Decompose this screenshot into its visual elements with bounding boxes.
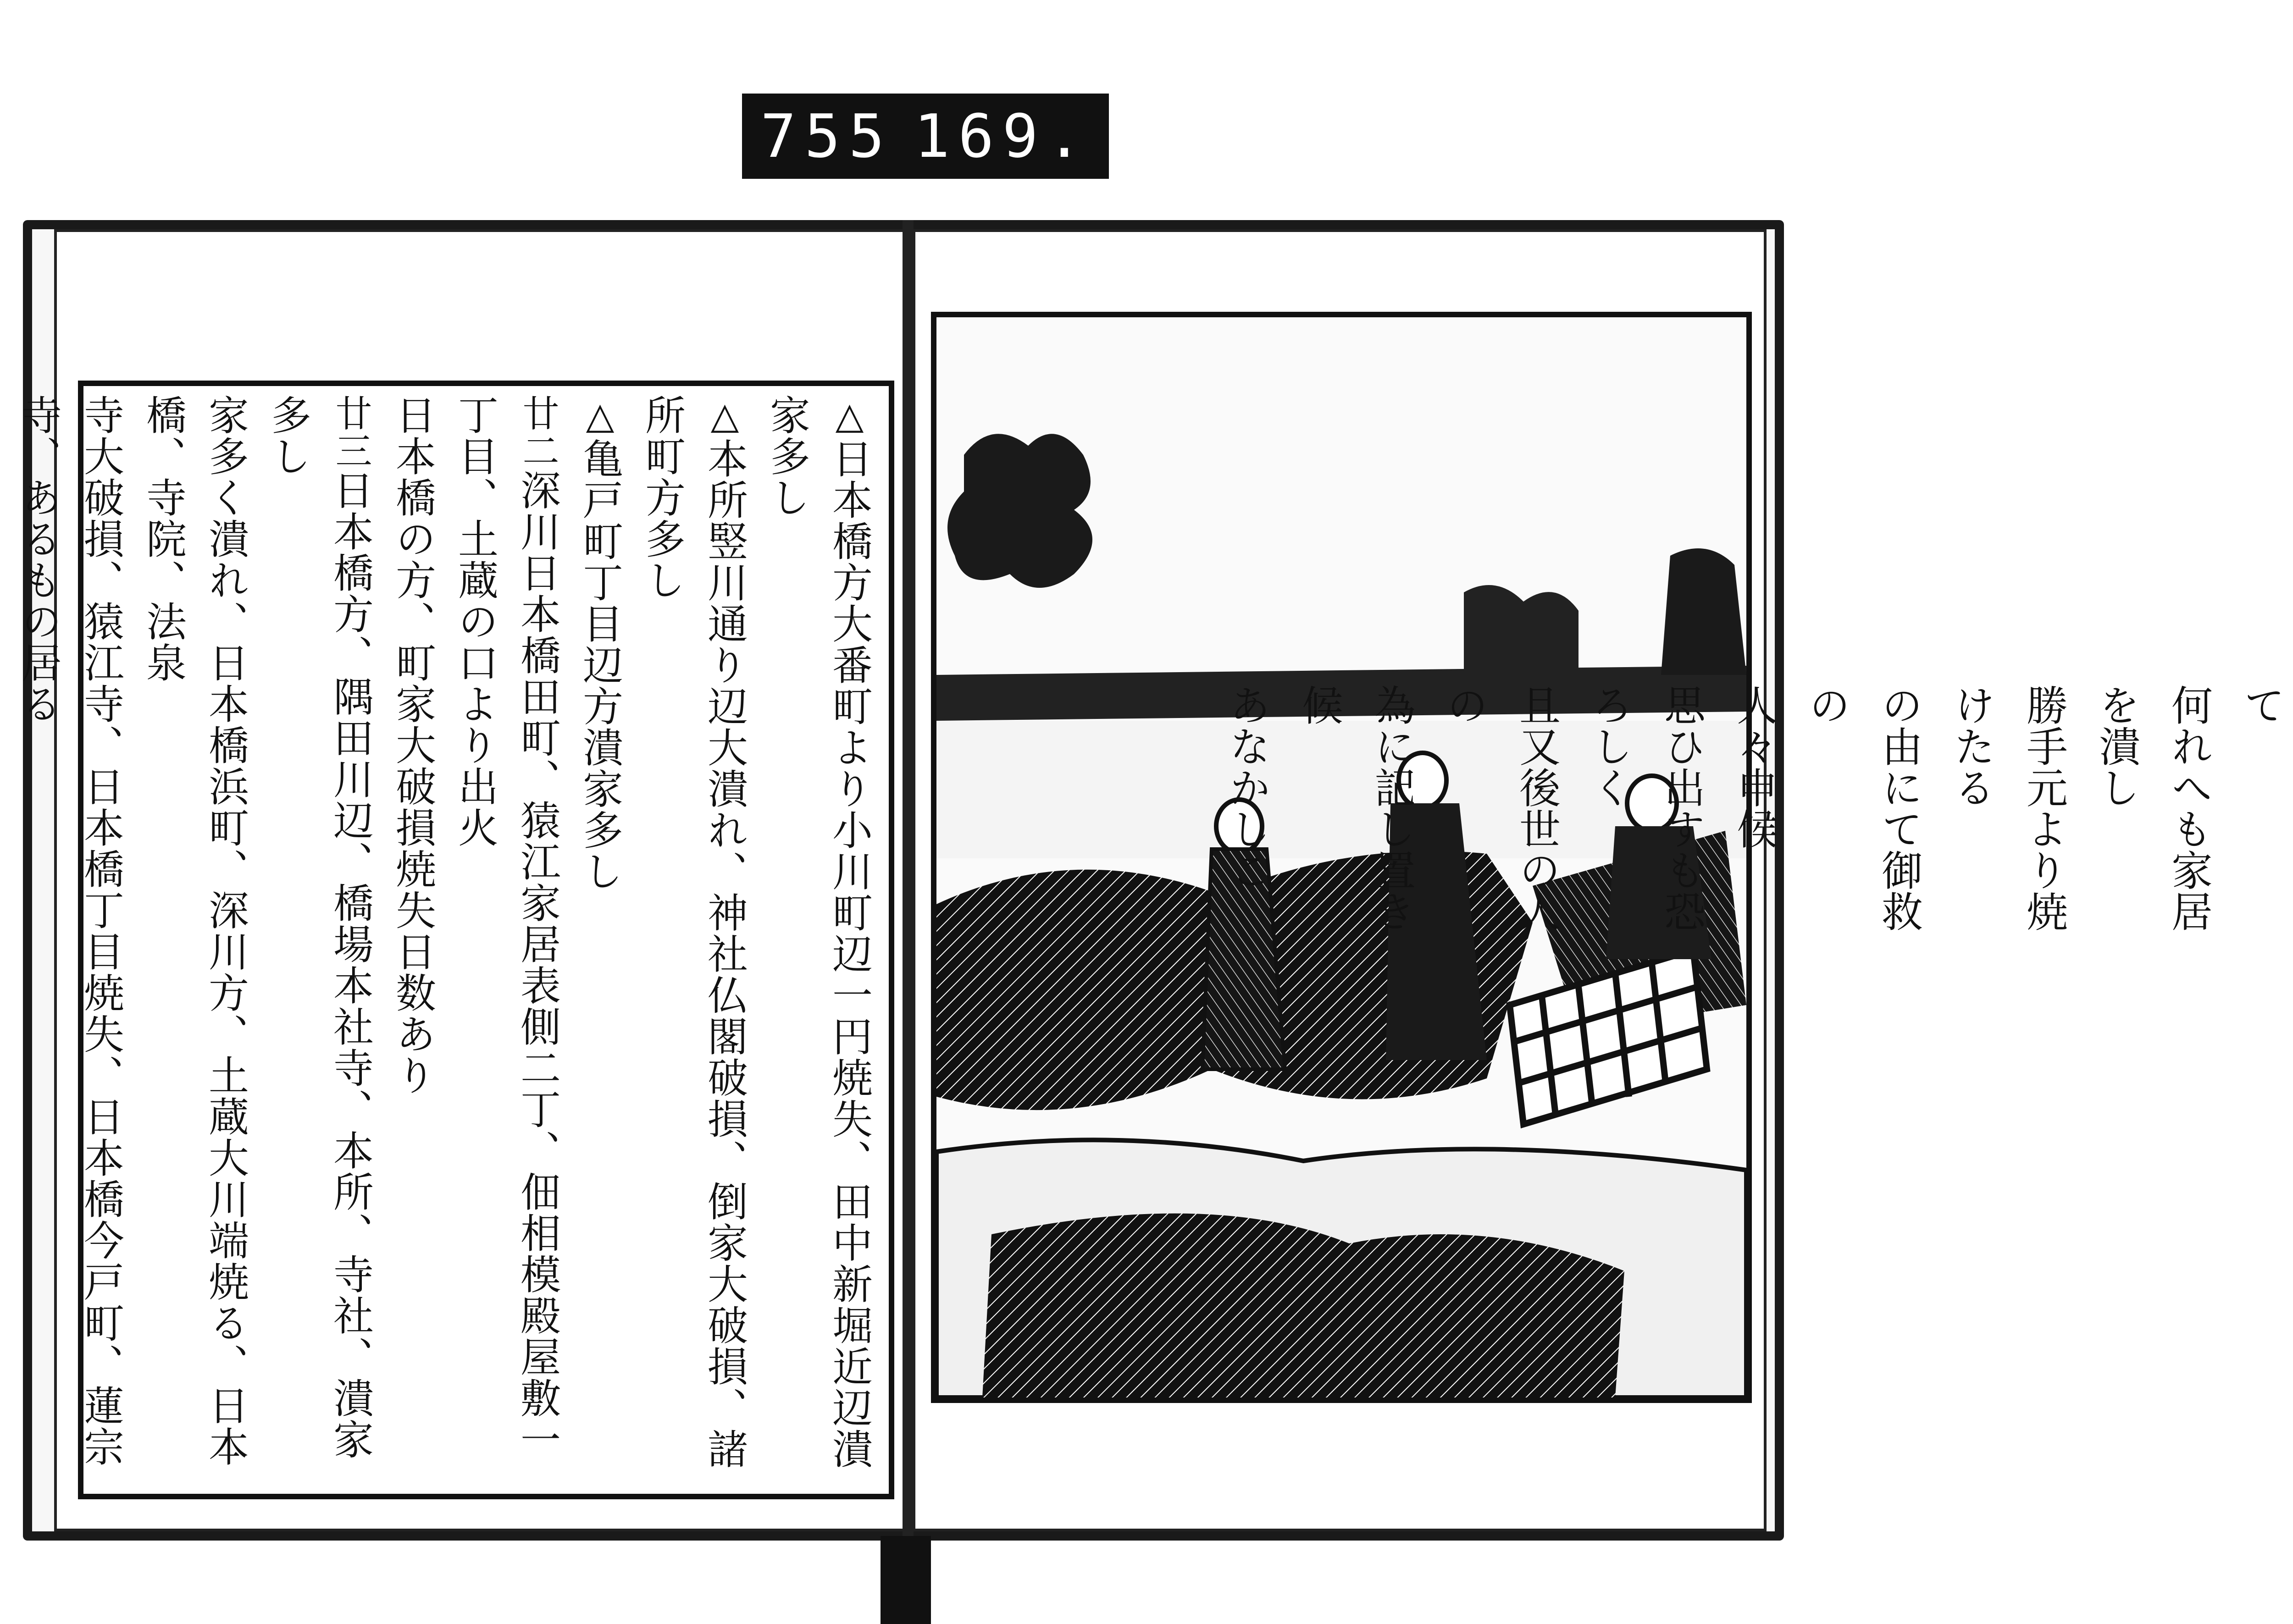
text-entry: [382, 394, 444, 1481]
caption-line: 為に記し置き候: [1295, 684, 1415, 932]
caption-line: 何れへも家居を潰し: [2092, 684, 2212, 932]
book-gutter: [903, 220, 914, 1541]
entry-marker: 廿二: [516, 394, 559, 470]
entry-marker: △: [703, 394, 746, 438]
caption-line: て: [2237, 684, 2285, 725]
entry-text: 本所竪川通り辺大潰れ、神社仏閣破損、倒家大破損、諸所町方多し: [639, 394, 748, 1469]
text-entry: [257, 394, 382, 1481]
caption-line: 且又後世の人の: [1440, 684, 1560, 932]
entry-text: 深川日本橋田町、猿江家居表側二丁、佃相模殿屋敷一丁目、土蔵の口より出火: [452, 394, 561, 1460]
text-entry: [631, 394, 756, 1481]
lattice-fence: [1510, 950, 1707, 1124]
caption-line: あなかしこ: [1222, 684, 1270, 890]
tree-far-right: [1661, 548, 1746, 675]
illustration-caption: [1222, 684, 2293, 959]
text-entry: [132, 394, 257, 1481]
entry-text: 日本橋方大番町より小川町辺一円焼失、田中新堀近辺潰家多し: [764, 394, 873, 1469]
text-entry: [7, 394, 132, 1481]
caption-line: の由にて御救の: [1802, 684, 1922, 932]
catalogue-number-left: 755: [760, 101, 893, 171]
text-entry: [756, 394, 881, 1481]
entry-text: 亀戸町丁目辺方潰家多し: [576, 438, 624, 892]
entry-text: 日本橋方、隅田川辺、橋場本社寺、本所、寺社、潰家多し: [265, 394, 374, 1460]
illustration: [931, 312, 2285, 1403]
caption-line: 人々申候: [1729, 684, 1778, 849]
caption-line: 思ひ出すも恐ろしく: [1584, 684, 1705, 932]
bookmark-ribbon: [881, 1536, 931, 1624]
tree-cluster-right: [1464, 585, 1579, 679]
entry-marker: 廿三: [329, 394, 372, 470]
entry-marker: △: [579, 394, 621, 438]
entry-marker: △: [828, 394, 871, 438]
catalogue-number-right: 169.: [914, 101, 1091, 171]
entry-text: 日本橋の方、町家大破損焼失日数あり: [389, 394, 437, 1096]
text-entry: [569, 394, 631, 1481]
text-entry: [0, 394, 7, 1481]
caption-line: 勝手元より焼けたる: [1947, 684, 2067, 932]
catalogue-label: [742, 94, 1109, 179]
entry-text: 家多く潰れ、日本橋浜町、深川方、土蔵大川端焼る、日本橋、寺院、法泉: [140, 394, 249, 1467]
entry-text: 寺大破損、猿江寺、日本橋丁目焼失、日本橋今戸町、蓮宗寺、あるもの居る: [15, 394, 125, 1467]
text-columns: [15, 394, 881, 1481]
text-entry: [444, 394, 569, 1481]
tree-left: [947, 434, 1092, 588]
